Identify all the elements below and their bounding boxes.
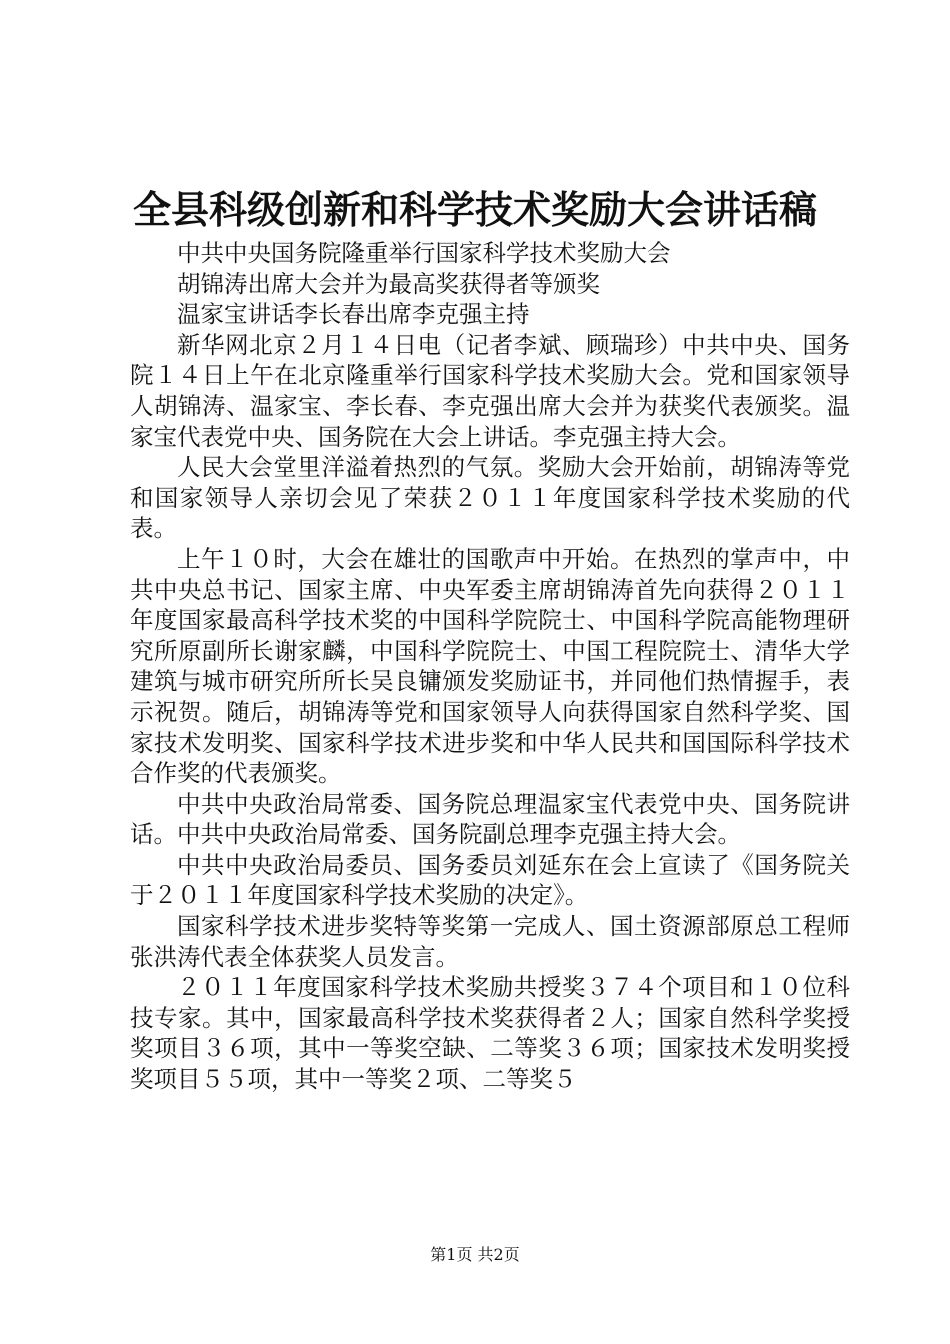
paragraph: 中共中央政治局常委、国务院总理温家宝代表党中央、国务院讲话。中共中央政治局常委、国务院副总理李克强主持大会。	[130, 789, 850, 849]
paragraph: 胡锦涛出席大会并为最高奖获得者等颁奖	[177, 269, 600, 298]
paragraph: 中共中央政治局委员、国务委员刘延东在会上宣读了《国务院关于２０１１年度国家科学技术奖励的决定》。	[130, 850, 850, 910]
paragraph: 温家宝讲话李长春出席李克强主持	[177, 300, 530, 329]
document-body	[130, 238, 850, 1095]
document-title: 全县科级创新和科学技术奖励大会讲话稿	[132, 187, 817, 232]
paragraph: 上午１０时，大会在雄壮的国歌声中开始。在热烈的掌声中，中共中央总书记、国家主席、中央军委主席胡锦涛首先向获得２０１１年度国家最高科学技术奖的中国科学院院士、中国科学院高能物理研究所原副所长谢家麟，中国科学院院士、中国工程院院士、清华大学建筑与城市研究所所长吴良镛颁发奖励证书，并同他们热情握手，表示祝贺。随后，胡锦涛等党和国家领导人向获得国家自然科学奖、国家技术发明奖、国家科学技术进步奖和中华人民共和国国际科学技术合作奖的代表颁奖。	[130, 544, 850, 788]
paragraph: ２０１１年度国家科学技术奖励共授奖３７４个项目和１０位科技专家。其中，国家最高科学技术奖获得者２人；国家自然科学奖授奖项目３６项，其中一等奖空缺、二等奖３６项；国家技术发明奖授奖项目５５项，其中一等奖２项、二等奖５	[130, 973, 850, 1094]
paragraph: 新华网北京２月１４日电（记者李斌、顾瑞珍）中共中央、国务院１４日上午在北京隆重举行国家科学技术奖励大会。党和国家领导人胡锦涛、温家宝、李长春、李克强出席大会并为获奖代表颁奖。温家宝代表党中央、国务院在大会上讲话。李克强主持大会。	[130, 330, 850, 451]
paragraph: 中共中央国务院隆重举行国家科学技术奖励大会	[177, 239, 671, 267]
paragraph: 人民大会堂里洋溢着热烈的气氛。奖励大会开始前，胡锦涛等党和国家领导人亲切会见了荣获２０１１年度国家科学技术奖励的代表。	[130, 453, 850, 543]
paragraph: 国家科学技术进步奖特等奖第一完成人、国土资源部原总工程师张洪涛代表全体获奖人员发言。	[130, 912, 850, 971]
page-footer: 第1页 共2页	[430, 1245, 520, 1264]
